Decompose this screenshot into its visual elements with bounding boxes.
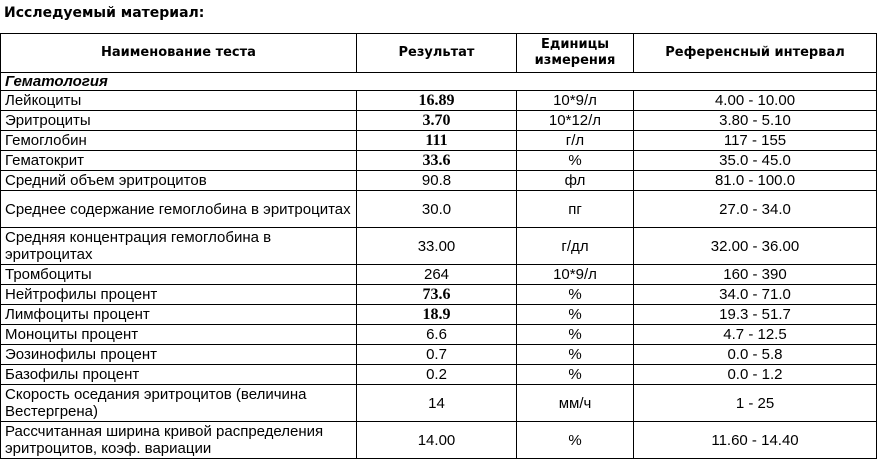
test-reference: 160 - 390 xyxy=(634,265,877,285)
test-name: Гемоглобин xyxy=(1,131,357,151)
table-row xyxy=(1,191,877,228)
test-units: пг xyxy=(517,191,634,228)
test-result: 14 xyxy=(357,385,517,422)
test-name: Базофилы процент xyxy=(1,365,357,385)
test-name: Тромбоциты xyxy=(1,265,357,285)
table-row xyxy=(1,385,877,422)
table-row xyxy=(1,285,877,305)
test-reference: 0.0 - 1.2 xyxy=(634,365,877,385)
test-result: 33.6 xyxy=(357,151,517,171)
section-row xyxy=(1,73,877,91)
table-row xyxy=(1,365,877,385)
test-result: 0.2 xyxy=(357,365,517,385)
test-name: Рассчитанная ширина кривой распределения эритроцитов, коэф. вариации xyxy=(1,422,357,459)
test-name: Средний объем эритроцитов xyxy=(1,171,357,191)
test-result: 90.8 xyxy=(357,171,517,191)
table-row xyxy=(1,111,877,131)
test-reference: 19.3 - 51.7 xyxy=(634,305,877,325)
test-result: 3.70 xyxy=(357,111,517,131)
table-header-row xyxy=(1,34,877,73)
test-name: Эритроциты xyxy=(1,111,357,131)
table-row xyxy=(1,325,877,345)
test-result: 30.0 xyxy=(357,191,517,228)
table-row xyxy=(1,151,877,171)
test-result: 0.7 xyxy=(357,345,517,365)
test-result: 16.89 xyxy=(357,91,517,111)
test-reference: 3.80 - 5.10 xyxy=(634,111,877,131)
test-reference: 117 - 155 xyxy=(634,131,877,151)
test-reference: 81.0 - 100.0 xyxy=(634,171,877,191)
test-reference: 4.00 - 10.00 xyxy=(634,91,877,111)
test-result: 6.6 xyxy=(357,325,517,345)
test-units: мм/ч xyxy=(517,385,634,422)
test-units: % xyxy=(517,305,634,325)
test-units: фл xyxy=(517,171,634,191)
test-reference: 34.0 - 71.0 xyxy=(634,285,877,305)
test-name: Моноциты процент xyxy=(1,325,357,345)
section-title: Гематология xyxy=(1,73,877,91)
table-row xyxy=(1,228,877,265)
test-reference: 35.0 - 45.0 xyxy=(634,151,877,171)
test-reference: 11.60 - 14.40 xyxy=(634,422,877,459)
test-units: г/л xyxy=(517,131,634,151)
test-units: % xyxy=(517,285,634,305)
results-table xyxy=(0,33,877,459)
table-row xyxy=(1,131,877,151)
table-row xyxy=(1,305,877,325)
test-name: Среднее содержание гемоглобина в эритроцитах xyxy=(1,191,357,228)
test-units: 10*9/л xyxy=(517,91,634,111)
test-name: Лимфоциты процент xyxy=(1,305,357,325)
test-reference: 4.7 - 12.5 xyxy=(634,325,877,345)
test-result: 14.00 xyxy=(357,422,517,459)
test-units: % xyxy=(517,422,634,459)
test-name: Скорость оседания эритроцитов (величина Вестергрена) xyxy=(1,385,357,422)
test-units: % xyxy=(517,151,634,171)
test-result: 18.9 xyxy=(357,305,517,325)
test-name: Эозинофилы процент xyxy=(1,345,357,365)
test-result: 111 xyxy=(357,131,517,151)
column-header-result: Результат xyxy=(357,34,517,73)
test-result: 264 xyxy=(357,265,517,285)
test-reference: 0.0 - 5.8 xyxy=(634,345,877,365)
test-units: 10*9/л xyxy=(517,265,634,285)
test-reference: 32.00 - 36.00 xyxy=(634,228,877,265)
column-header-reference: Референсный интервал xyxy=(634,34,877,73)
test-reference: 1 - 25 xyxy=(634,385,877,422)
table-row xyxy=(1,171,877,191)
test-result: 33.00 xyxy=(357,228,517,265)
table-row xyxy=(1,91,877,111)
test-name: Средняя концентрация гемоглобина в эритроцитах xyxy=(1,228,357,265)
test-name: Нейтрофилы процент xyxy=(1,285,357,305)
test-name: Лейкоциты xyxy=(1,91,357,111)
test-units: % xyxy=(517,345,634,365)
test-reference: 27.0 - 34.0 xyxy=(634,191,877,228)
test-units: 10*12/л xyxy=(517,111,634,131)
test-result: 73.6 xyxy=(357,285,517,305)
table-row xyxy=(1,422,877,459)
test-units: % xyxy=(517,325,634,345)
column-header-name: Наименование теста xyxy=(1,34,357,73)
test-units: % xyxy=(517,365,634,385)
table-row xyxy=(1,265,877,285)
page-title: Исследуемый материал: xyxy=(4,5,205,21)
table-row xyxy=(1,345,877,365)
test-name: Гематокрит xyxy=(1,151,357,171)
test-units: г/дл xyxy=(517,228,634,265)
column-header-units: Единицы измерения xyxy=(517,34,634,73)
